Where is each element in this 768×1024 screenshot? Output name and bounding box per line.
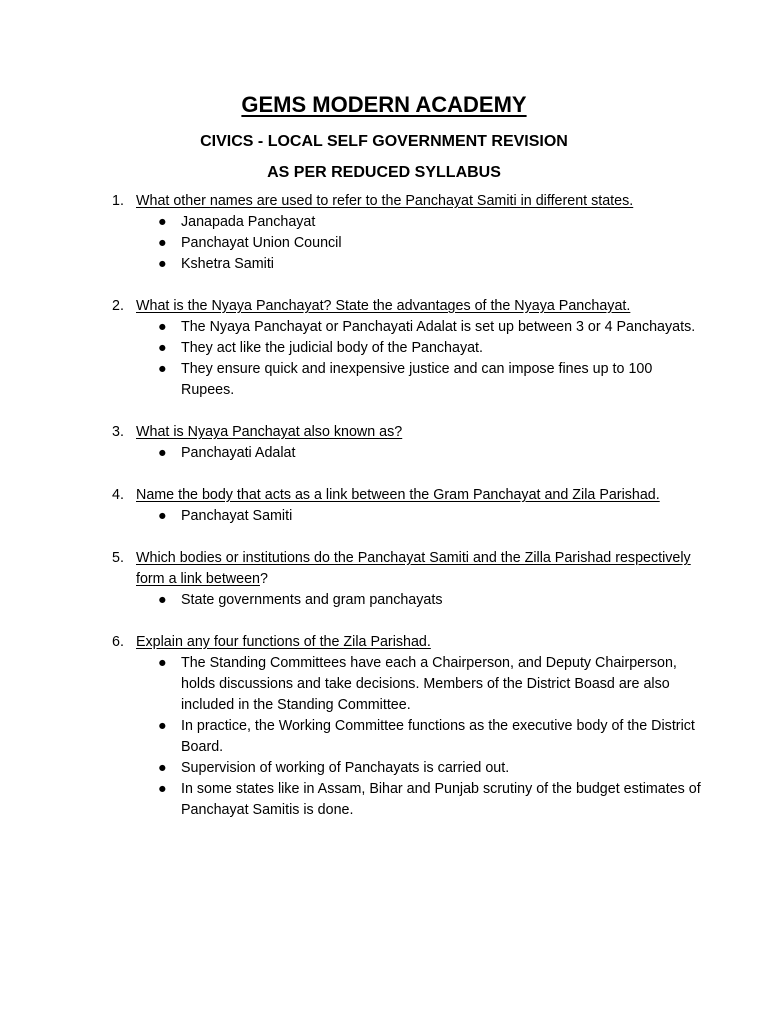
answer-item: ● Janapada Panchayat bbox=[136, 212, 706, 233]
bullet-icon: ● bbox=[158, 781, 167, 797]
question-list bbox=[108, 191, 708, 842]
question-text: Name the body that acts as a link between the Gram Panchayat and Zila Parishad. bbox=[136, 487, 660, 503]
question-text: What is Nyaya Panchayat also known as? bbox=[136, 424, 403, 440]
question-number: 4. bbox=[112, 487, 124, 503]
question-number: 5. bbox=[112, 550, 124, 566]
answer-item: ● The Nyaya Panchayat or Panchayati Adalat is set up between 3 or 4 Panchayats. bbox=[136, 317, 706, 338]
school-title: GEMS MODERN ACADEMY bbox=[241, 92, 527, 117]
answer-item: ● They ensure quick and inexpensive justice and can impose fines up to 100 Rupees. bbox=[158, 361, 653, 398]
answer-item: ● In practice, the Working Committee functions as the executive body of the District Board. bbox=[158, 718, 695, 755]
question-text: Which bodies or institutions do the Panchayat Samiti and the Zilla Parishad respectively form a link between bbox=[136, 550, 691, 587]
syllabus-note: AS PER REDUCED SYLLABUS bbox=[267, 164, 501, 181]
bullet-icon: ● bbox=[158, 340, 167, 356]
answer-list bbox=[136, 506, 708, 527]
question-number: 6. bbox=[112, 634, 124, 650]
bullet-icon: ● bbox=[158, 508, 167, 524]
bullet-icon: ● bbox=[158, 445, 167, 461]
question-number: 2. bbox=[112, 298, 124, 314]
answer-item: ● Supervision of working of Panchayats is carried out. bbox=[136, 758, 706, 779]
bullet-icon: ● bbox=[158, 235, 167, 251]
answer-list bbox=[136, 212, 708, 275]
answer-item: ● Kshetra Samiti bbox=[136, 254, 706, 275]
question-number: 3. bbox=[112, 424, 124, 440]
question-text: What is the Nyaya Panchayat? State the advantages of the Nyaya Panchayat. bbox=[136, 298, 631, 314]
bullet-icon: ● bbox=[158, 718, 167, 734]
answer-item: ● They act like the judicial body of the Panchayat. bbox=[136, 338, 706, 359]
answer-list bbox=[136, 653, 708, 821]
answer-list bbox=[136, 317, 708, 401]
question-text: Explain any four functions of the Zila Parishad. bbox=[136, 634, 431, 650]
answer-item: ● In some states like in Assam, Bihar and Punjab scrutiny of the budget estimates of Panchayat Samitis is done. bbox=[158, 781, 701, 818]
question-item bbox=[108, 548, 708, 611]
answer-item: ● State governments and gram panchayats bbox=[136, 590, 706, 611]
subject-heading: CIVICS - LOCAL SELF GOVERNMENT REVISION bbox=[200, 133, 568, 150]
question-suffix: ? bbox=[259, 571, 268, 587]
answer-list bbox=[136, 590, 708, 611]
answer-item: ● Panchayat Samiti bbox=[136, 506, 706, 527]
bullet-icon: ● bbox=[158, 760, 167, 776]
bullet-icon: ● bbox=[158, 361, 167, 377]
bullet-icon: ● bbox=[158, 256, 167, 272]
question-item bbox=[108, 422, 708, 464]
question-item bbox=[108, 632, 708, 821]
bullet-icon: ● bbox=[158, 214, 167, 230]
question-item bbox=[108, 191, 708, 275]
answer-item: ● Panchayat Union Council bbox=[136, 233, 706, 254]
answer-list bbox=[136, 443, 708, 464]
question-number: 1. bbox=[112, 193, 124, 209]
answer-item: ● Panchayati Adalat bbox=[136, 443, 706, 464]
question-item bbox=[108, 485, 708, 527]
bullet-icon: ● bbox=[158, 655, 167, 671]
question-text: What other names are used to refer to the Panchayat Samiti in different states. bbox=[136, 193, 634, 209]
bullet-icon: ● bbox=[158, 592, 167, 608]
answer-item: ● The Standing Committees have each a Chairperson, and Deputy Chairperson, holds discussions and take decisions. Members of the District Boasd are also included in the Standing Committee. bbox=[158, 655, 677, 713]
bullet-icon: ● bbox=[158, 319, 167, 335]
question-item bbox=[108, 296, 708, 401]
